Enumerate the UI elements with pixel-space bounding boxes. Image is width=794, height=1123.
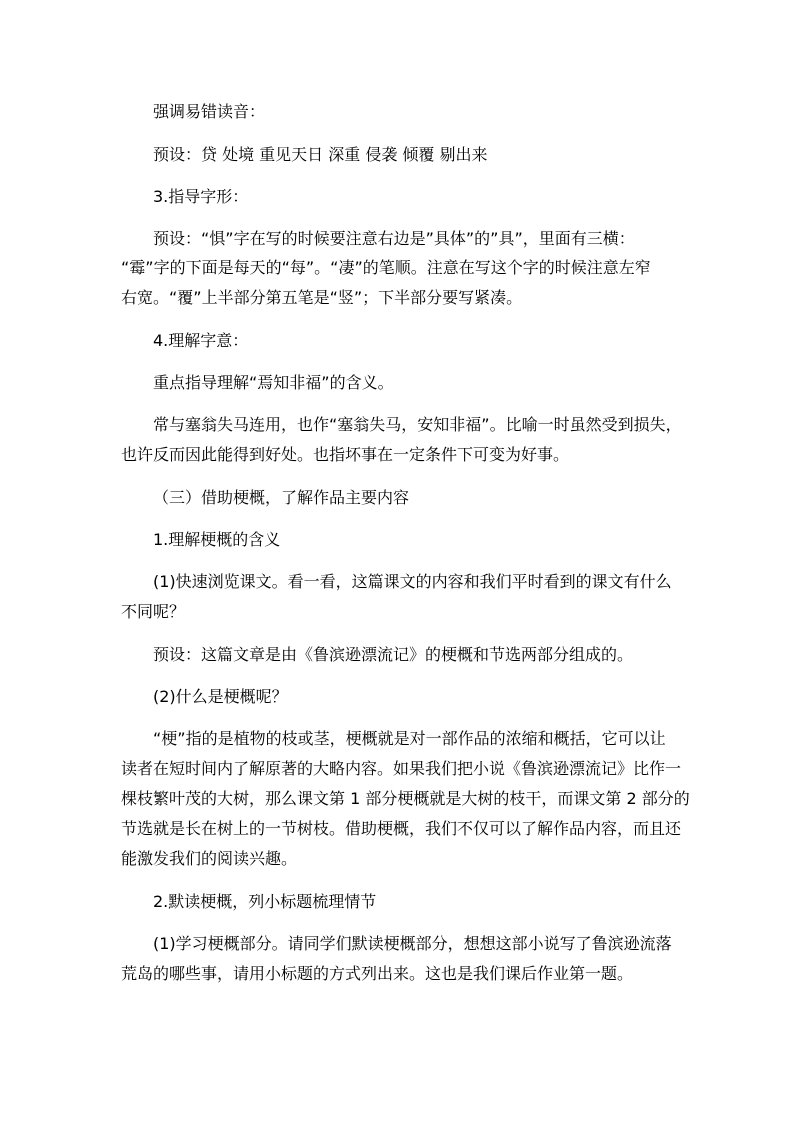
line-browse-preset: 预设：这篇文章是由《鲁滨逊漂流记》的梗概和节选两部分组成的。 xyxy=(153,645,634,664)
line-pronunciation-preset: 预设：贷 处境 重见天日 深重 侵袭 倾覆 剔出来 xyxy=(153,145,488,164)
line-item-1-heading: 1.理解梗概的含义 xyxy=(153,530,281,549)
line-part-3-heading: （三）借助梗概，了解作品主要内容 xyxy=(153,488,410,507)
line-summary-explain-2: 读者在短时间内了解原著的大略内容。如果我们把小说《鲁滨逊漂流记》比作一 xyxy=(121,759,682,778)
line-item-2-heading: 2.默读梗概，列小标题梳理情节 xyxy=(153,892,377,911)
line-summary-explain-1: “梗”指的是植物的枝或茎，梗概就是对一部作品的浓缩和概括，它可以让 xyxy=(153,729,666,748)
line-section-4-heading: 4.理解字意： xyxy=(153,331,249,350)
line-study-summary-2: 荒岛的哪些事，请用小标题的方式列出来。这也是我们课后作业第一题。 xyxy=(121,964,634,983)
line-meaning-explain-2: 也许反而因此能得到好处。也指坏事在一定条件下可变为好事。 xyxy=(121,445,570,464)
line-glyph-preset-3: 右宽。“覆”上半部分第五笔是“竖”；下半部分要写紧凑。 xyxy=(121,288,523,307)
line-summary-explain-3: 棵枝繁叶茂的大树，那么课文第 1 部分梗概就是大树的枝干，而课文第 2 部分的 xyxy=(121,789,690,808)
line-summary-explain-5: 能激发我们的阅读兴趣。 xyxy=(121,849,298,868)
line-emphasis-pronunciation: 强调易错读音： xyxy=(153,102,266,121)
line-glyph-preset-2: “霉”字的下面是每天的“每”。“凄”的笔顺。注意在写这个字的时候注意左窄 xyxy=(121,258,651,277)
line-meaning-explain-1: 常与塞翁失马连用，也作“塞翁失马，安知非福”。比喻一时虽然受到损失， xyxy=(153,415,682,434)
line-study-summary-1: (1)学习梗概部分。请同学们默读梗概部分，想想这部小说写了鲁滨逊流落 xyxy=(153,934,672,953)
line-browse-question-2: 不同呢？ xyxy=(121,602,186,621)
line-meaning-focus: 重点指导理解“焉知非福”的含义。 xyxy=(153,373,394,392)
line-what-is-summary: (2)什么是梗概呢？ xyxy=(153,687,288,706)
line-section-3-heading: 3.指导字形： xyxy=(153,187,249,206)
line-summary-explain-4: 节选就是长在树上的一节树枝。借助梗概，我们不仅可以了解作品内容，而且还 xyxy=(121,819,682,838)
line-browse-question-1: (1)快速浏览课文。看一看，这篇课文的内容和我们平时看到的课文有什么 xyxy=(153,572,672,591)
line-glyph-preset-1: 预设：“惧”字在写的时候要注意右边是”具体”的”具”，里面有三横： xyxy=(153,229,635,248)
